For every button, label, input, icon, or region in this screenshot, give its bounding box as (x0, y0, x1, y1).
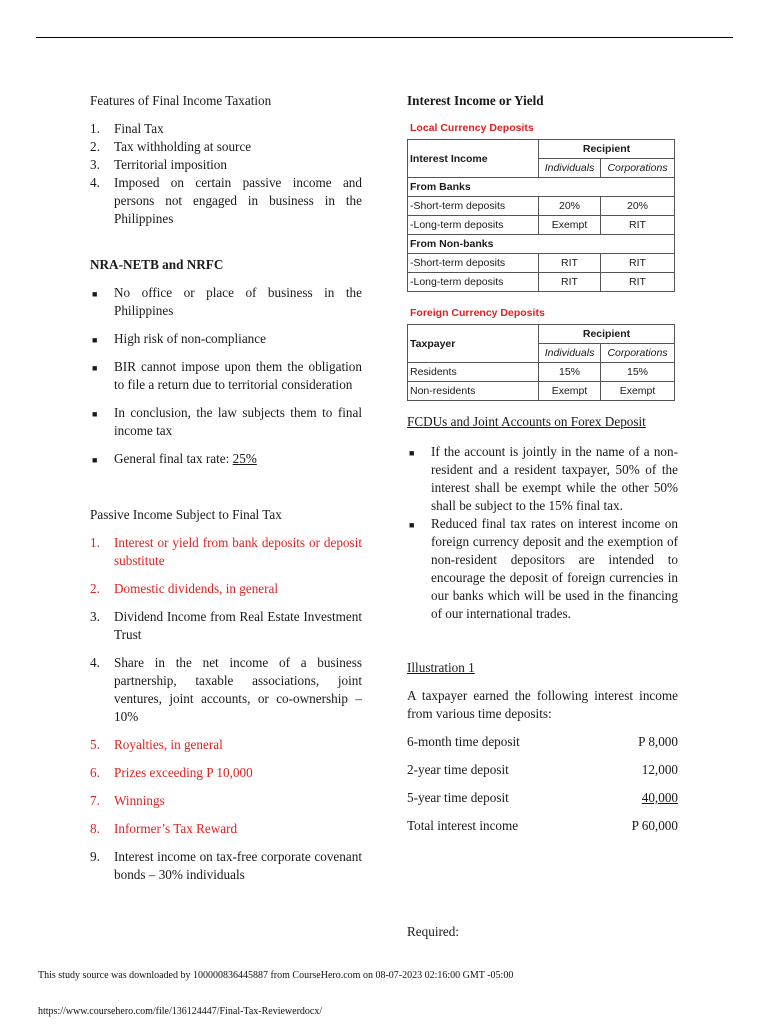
passive-list (90, 534, 362, 884)
table-cell: RIT (539, 254, 601, 273)
table-cell: 20% (539, 197, 601, 216)
right-column (407, 92, 678, 941)
list-text: Interest or yield from bank deposits or deposit substitute (114, 535, 362, 568)
passive-heading: Passive Income Subject to Final Tax (90, 507, 282, 522)
list-text: No office or place of business in the Philippines (114, 285, 362, 318)
table-cell: 15% (539, 363, 601, 382)
deposit-amount: 40,000 (641, 790, 678, 805)
local-currency-block (407, 119, 678, 292)
table-row (408, 178, 675, 197)
total-amount: P 60,000 (631, 818, 678, 833)
table-cell: RIT (601, 254, 675, 273)
list-number: 1. (90, 535, 100, 550)
bullet-icon: ■ (92, 289, 98, 299)
list-text: Share in the net income of a business partnership, taxable associations, joint ventures, joint accounts, or co-ownership – 10% (114, 655, 362, 724)
list-item (90, 534, 362, 570)
list-text: If the account is jointly in the name of a non-resident and a resident taxpayer, 50% of the interest shall be exempt while the other 50% shall be subject to the 15% final tax. (431, 444, 678, 513)
features-heading: Features of Final Income Taxation (90, 93, 272, 108)
table-cell: Non-residents (408, 382, 539, 401)
table-group-cell: From Banks (408, 178, 675, 197)
list-item (90, 820, 362, 838)
deposit-list (407, 733, 678, 835)
total-label: Total interest income (407, 818, 519, 833)
table-row (408, 197, 675, 216)
local-table-title: Local Currency Deposits (410, 122, 534, 134)
table-cell: Exempt (539, 216, 601, 235)
deposit-amount: P 8,000 (638, 734, 678, 749)
list-text: Informer’s Tax Reward (114, 821, 238, 836)
table-header-cell: Taxpayer (408, 325, 539, 363)
table-cell: RIT (601, 273, 675, 292)
table-header-cell: Interest Income (408, 140, 539, 178)
bullet-icon: ■ (92, 363, 98, 373)
list-number: 6. (90, 765, 100, 780)
list-number: 4. (90, 175, 100, 190)
deposit-label: 6-month time deposit (407, 734, 520, 749)
interest-heading: Interest Income or Yield (407, 93, 544, 108)
list-item (90, 580, 362, 598)
list-text: BIR cannot impose upon them the obligation to file a return due to territorial consideration (114, 359, 362, 392)
list-text: Dividend Income from Real Estate Investment Trust (114, 609, 362, 642)
deposit-row (407, 761, 678, 779)
list-number: 5. (90, 737, 100, 752)
fcdu-heading: FCDUs and Joint Accounts on Forex Deposit (407, 414, 646, 429)
table-cell: -Short-term deposits (408, 197, 539, 216)
list-item (90, 608, 362, 644)
list-number: 4. (90, 655, 100, 670)
local-currency-table (407, 139, 675, 292)
list-item (407, 443, 678, 515)
table-row (408, 140, 675, 159)
total-row (407, 817, 678, 835)
list-text: Domestic dividends, in general (114, 581, 279, 596)
features-list (90, 120, 362, 228)
table-group-cell: From Non-banks (408, 235, 675, 254)
list-text: Winnings (114, 793, 165, 808)
list-item (90, 174, 362, 228)
list-text: Tax withholding at source (114, 139, 252, 154)
list-item (90, 120, 362, 138)
foreign-currency-block (407, 304, 678, 401)
deposit-amount: 12,000 (641, 762, 678, 777)
list-text: Reduced final tax rates on interest income on foreign currency deposit and the exemption of non-resident depositors are intended to encourage the deposit of foreign currencies in our banks which will be used in the financing of our international trades. (431, 516, 678, 621)
list-number: 8. (90, 821, 100, 836)
list-item (90, 404, 362, 440)
table-cell: Exempt (539, 382, 601, 401)
table-cell: RIT (601, 216, 675, 235)
top-rule (36, 37, 733, 38)
table-row (408, 273, 675, 292)
list-number: 3. (90, 157, 100, 172)
nra-heading: NRA-NETB and NRFC (90, 257, 224, 272)
list-item (90, 358, 362, 394)
table-header-cell: Recipient (539, 140, 675, 159)
bullet-icon: ■ (92, 455, 98, 465)
source-footer: This study source was downloaded by 100000836445887 from CourseHero.com on 08-07-2023 02:16:00 GMT -05:00 (38, 970, 514, 981)
deposit-row (407, 789, 678, 807)
list-item (90, 156, 362, 174)
table-cell: -Long-term deposits (408, 273, 539, 292)
bullet-icon: ■ (409, 520, 415, 530)
table-header-cell: Individuals (539, 159, 601, 178)
source-url[interactable]: https://www.coursehero.com/file/136124447/Final-Tax-Reviewerdocx/ (38, 1006, 323, 1017)
deposit-label: 2-year time deposit (407, 762, 509, 777)
table-cell: RIT (539, 273, 601, 292)
fcdu-list (407, 443, 678, 623)
list-item (90, 138, 362, 156)
table-row (408, 254, 675, 273)
tax-rate: 25% (232, 451, 257, 466)
list-text: Final Tax (114, 121, 164, 136)
table-row (408, 235, 675, 254)
table-row (408, 325, 675, 344)
bullet-icon: ■ (409, 448, 415, 458)
foreign-table-title: Foreign Currency Deposits (410, 307, 545, 319)
bullet-icon: ■ (92, 409, 98, 419)
table-cell: 15% (601, 363, 675, 382)
list-text: High risk of non-compliance (114, 331, 266, 346)
list-text: Interest income on tax-free corporate covenant bonds – 30% individuals (114, 849, 362, 882)
list-item (90, 792, 362, 810)
list-number: 3. (90, 609, 100, 624)
table-cell: Residents (408, 363, 539, 382)
list-item (90, 764, 362, 782)
list-item (90, 330, 362, 348)
list-item (90, 284, 362, 320)
illustration-heading: Illustration 1 (407, 660, 475, 675)
list-number: 7. (90, 793, 100, 808)
list-item (90, 450, 362, 468)
table-cell: 20% (601, 197, 675, 216)
table-row (408, 216, 675, 235)
table-header-cell: Recipient (539, 325, 675, 344)
list-number: 1. (90, 121, 100, 136)
list-item (90, 654, 362, 726)
left-column (90, 92, 362, 884)
table-cell: -Long-term deposits (408, 216, 539, 235)
list-number: 2. (90, 581, 100, 596)
required-label: Required: (407, 924, 460, 939)
deposit-row (407, 733, 678, 751)
list-text: Prizes exceeding P 10,000 (114, 765, 253, 780)
list-text: Imposed on certain passive income and persons not engaged in business in the Philippines (114, 175, 362, 226)
list-item (90, 848, 362, 884)
table-header-cell: Individuals (539, 344, 601, 363)
list-text: Territorial imposition (114, 157, 227, 172)
list-text: General final tax rate: (114, 451, 233, 466)
deposit-label: 5-year time deposit (407, 790, 509, 805)
table-cell: -Short-term deposits (408, 254, 539, 273)
table-row (408, 363, 675, 382)
nra-list (90, 284, 362, 468)
table-header-cell: Corporations (601, 159, 675, 178)
illustration-text: A taxpayer earned the following interest income from various time deposits: (407, 688, 678, 721)
table-row (408, 382, 675, 401)
list-text: In conclusion, the law subjects them to final income tax (114, 405, 362, 438)
list-number: 9. (90, 849, 100, 864)
bullet-icon: ■ (92, 335, 98, 345)
list-item (407, 515, 678, 623)
list-item (90, 736, 362, 754)
list-text: Royalties, in general (114, 737, 223, 752)
table-cell: Exempt (601, 382, 675, 401)
table-header-cell: Corporations (601, 344, 675, 363)
foreign-currency-table (407, 324, 675, 401)
list-number: 2. (90, 139, 100, 154)
